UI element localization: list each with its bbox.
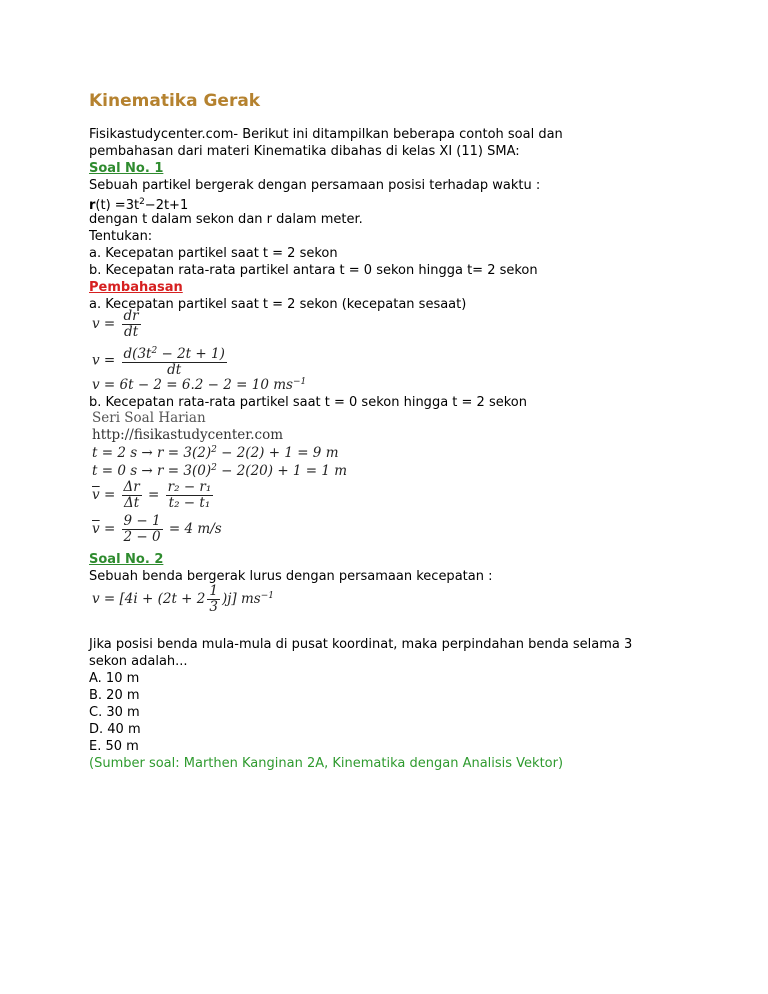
math-vbar-definition xyxy=(92,480,215,511)
soal-1-line-1: Sebuah partikel bergerak dengan persamaan posisi terhadap waktu : xyxy=(89,178,541,193)
soal-1-eq-b: −2t+1 xyxy=(144,198,189,213)
page-title: Kinematika Gerak xyxy=(89,91,261,111)
frac-den: dt xyxy=(124,324,139,340)
frac-den: 2 − 0 xyxy=(123,529,161,545)
frac-den: 3 xyxy=(209,599,218,615)
watermark-url: http://fisikastudycenter.com xyxy=(92,427,284,443)
fraction-values xyxy=(122,514,163,545)
vbar-symbol: $\overline{v}$ xyxy=(92,487,100,503)
frac-num: r₂ − r₁ xyxy=(167,479,212,495)
math-v-label: v = xyxy=(92,316,116,332)
velocity-exp: −1 xyxy=(260,591,274,601)
intro-line-1: Fisikastudycenter.com- Berikut ini ditampilkan beberapa contoh soal dan xyxy=(89,127,563,142)
v-result-exp: −1 xyxy=(292,377,307,387)
frac-num: Δr xyxy=(123,479,140,495)
watermark-series: Seri Soal Harian xyxy=(92,410,206,426)
math-v-dr-dt xyxy=(92,309,143,340)
velocity-b: )j] ms xyxy=(221,591,261,607)
option-e: E. 50 m xyxy=(89,739,139,754)
equals-sign: = xyxy=(148,487,160,503)
frac-den: t₂ − t₁ xyxy=(168,495,211,511)
soal-1-item-b: b. Kecepatan rata-rata partikel antara t = 0 sekon hingga t= 2 sekon xyxy=(89,263,538,278)
frac-den: Δt xyxy=(124,495,140,511)
vbar-symbol: $\overline{v}$ xyxy=(92,521,100,537)
vbar-result-text: = 4 m/s xyxy=(168,521,222,537)
soal-1-eq-a: (t) =3t xyxy=(95,198,140,213)
option-c: C. 30 m xyxy=(89,705,140,720)
fraction-delta xyxy=(122,480,142,511)
frac-den: dt xyxy=(167,362,182,378)
t0-a: t = 0 s → r = 3(0) xyxy=(92,463,212,479)
option-a: A. 10 m xyxy=(89,671,140,686)
equals-sign: = xyxy=(103,521,116,537)
d-expr-end: − 2t + 1) xyxy=(157,346,225,362)
t2-exp: 2 xyxy=(211,445,217,455)
velocity-a: v = [4i + (2t + 2 xyxy=(92,591,206,607)
t0-b: − 2(20) + 1 = 1 m xyxy=(216,463,348,479)
t0-exp: 2 xyxy=(211,463,217,473)
t2-b: − 2(2) + 1 = 9 m xyxy=(216,445,339,461)
soal-1-heading: Soal No. 1 xyxy=(89,161,164,176)
math-v-label: v = xyxy=(92,352,116,369)
option-d: D. 40 m xyxy=(89,722,141,737)
frac-num: dr xyxy=(123,308,139,324)
intro-line-2: pembahasan dari materi Kinematika dibahas di kelas XI (11) SMA: xyxy=(89,144,520,159)
pembahasan-part-b: b. Kecepatan rata-rata partikel saat t = 0 sekon hingga t = 2 sekon xyxy=(89,395,527,410)
source-citation: (Sumber soal: Marthen Kanginan 2A, Kinematika dengan Analisis Vektor) xyxy=(89,756,564,771)
soal-2-heading: Soal No. 2 xyxy=(89,552,164,567)
math-v-result xyxy=(92,377,306,393)
math-v-derivative xyxy=(92,344,229,378)
fraction-r-t xyxy=(166,480,214,511)
frac-num xyxy=(122,344,227,363)
fraction-derivative xyxy=(122,344,227,378)
frac-num: 9 − 1 xyxy=(123,513,161,529)
math-vbar-result xyxy=(92,514,222,545)
soal-2-line-2: Jika posisi benda mula-mula di pusat koordinat, maka perpindahan benda selama 3 xyxy=(89,637,633,652)
soal-1-item-a: a. Kecepatan partikel saat t = 2 sekon xyxy=(89,246,338,261)
soal-1-line-4: Tentukan: xyxy=(89,229,153,244)
fraction-dr-dt xyxy=(122,309,141,340)
t2-a: t = 2 s → r = 3(2) xyxy=(92,445,212,461)
math-t0-line xyxy=(92,463,347,479)
d-expr-exp: 2 xyxy=(151,346,158,356)
math-t2-line xyxy=(92,445,339,461)
soal-1-line-3: dengan t dalam sekon dan r dalam meter. xyxy=(89,212,363,227)
equals-sign: = xyxy=(103,487,116,503)
option-b: B. 20 m xyxy=(89,688,140,703)
pembahasan-heading: Pembahasan xyxy=(89,280,183,295)
soal-2-line-3: sekon adalah... xyxy=(89,654,188,669)
frac-num: 1 xyxy=(209,583,218,599)
soal-1-eq-r: r xyxy=(89,198,96,213)
soal-1-eq-exp: 2 xyxy=(139,197,145,207)
soal-2-line-1: Sebuah benda bergerak lurus dengan persamaan kecepatan : xyxy=(89,569,493,584)
pembahasan-part-a: a. Kecepatan partikel saat t = 2 sekon (kecepatan sesaat) xyxy=(89,297,467,312)
v-result-text: v = 6t − 2 = 6.2 − 2 = 10 ms xyxy=(92,377,293,393)
fraction-one-third xyxy=(207,584,220,615)
math-soal-2-velocity xyxy=(92,584,274,615)
d-expr: d(3t xyxy=(123,346,152,362)
